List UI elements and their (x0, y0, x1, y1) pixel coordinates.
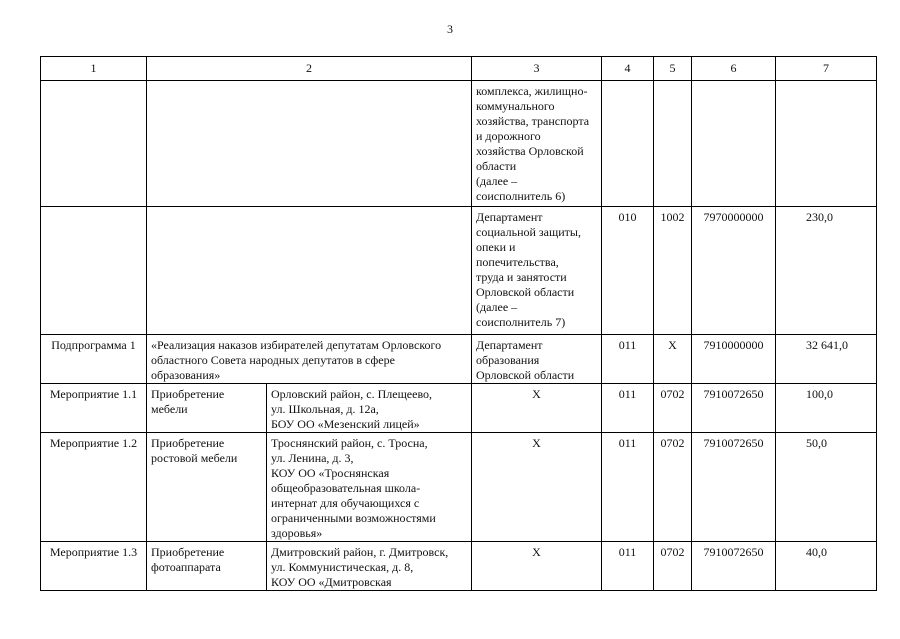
header-col-3: 3 (472, 57, 602, 81)
executor-cell: Департамент социальной защиты, опеки и попечительства, труда и занятости Орловской области (далее – соисполнитель 7) (472, 207, 602, 335)
table-row (41, 207, 877, 335)
header-col-7: 7 (776, 57, 877, 81)
measure-name: Мероприятие 1.2 (41, 433, 147, 542)
measure-name: Мероприятие 1.3 (41, 542, 147, 591)
section-cell: X (654, 335, 692, 384)
table-row (41, 81, 877, 207)
header-row (41, 57, 877, 81)
amount-cell: 50,0 (776, 433, 877, 542)
header-col-6: 6 (692, 57, 776, 81)
code-cell: 011 (602, 542, 654, 591)
measure-row (41, 384, 877, 433)
executor-cell: Департамент образования Орловской области (472, 335, 602, 384)
amount-cell: 32 641,0 (776, 335, 877, 384)
code-cell: 011 (602, 384, 654, 433)
header-col-1: 1 (41, 57, 147, 81)
executor-cell: X (472, 384, 602, 433)
empty-cell (776, 81, 877, 207)
program-table (40, 56, 877, 591)
empty-cell (654, 81, 692, 207)
measure-item: Приобретение мебели (147, 384, 267, 433)
empty-cell (147, 207, 472, 335)
target-code-cell: 7970000000 (692, 207, 776, 335)
measure-address: Троснянский район, с. Тросна, ул. Ленина, д. 3, КОУ ОО «Троснянская общеобразовательная школа- интернат для обучающихся с ограниченными возможностями здоровья» (267, 433, 472, 542)
code-cell: 010 (602, 207, 654, 335)
measure-address: Дмитровский район, г. Дмитровск, ул. Коммунистическая, д. 8, КОУ ОО «Дмитровская (267, 542, 472, 591)
subprogram-name: Подпрограмма 1 (41, 335, 147, 384)
target-code-cell: 7910072650 (692, 542, 776, 591)
section-cell: 0702 (654, 384, 692, 433)
executor-cell: X (472, 542, 602, 591)
header-col-4: 4 (602, 57, 654, 81)
executor-cell: X (472, 433, 602, 542)
subprogram-row (41, 335, 877, 384)
code-cell: 011 (602, 433, 654, 542)
header-col-2: 2 (147, 57, 472, 81)
section-cell: 1002 (654, 207, 692, 335)
section-cell: 0702 (654, 433, 692, 542)
section-cell: 0702 (654, 542, 692, 591)
empty-cell (41, 81, 147, 207)
target-code-cell: 7910000000 (692, 335, 776, 384)
amount-cell: 230,0 (776, 207, 877, 335)
measure-address: Орловский район, с. Плещеево, ул. Школьная, д. 12а, БОУ ОО «Мезенский лицей» (267, 384, 472, 433)
amount-cell: 100,0 (776, 384, 877, 433)
measure-row (41, 542, 877, 591)
empty-cell (692, 81, 776, 207)
empty-cell (602, 81, 654, 207)
target-code-cell: 7910072650 (692, 384, 776, 433)
measure-row (41, 433, 877, 542)
measure-name: Мероприятие 1.1 (41, 384, 147, 433)
target-code-cell: 7910072650 (692, 433, 776, 542)
measure-item: Приобретение фотоаппарата (147, 542, 267, 591)
header-col-5: 5 (654, 57, 692, 81)
measure-item: Приобретение ростовой мебели (147, 433, 267, 542)
executor-cell: комплекса, жилищно- коммунального хозяйства, транспорта и дорожного хозяйства Орловской области (далее – соисполнитель 6) (472, 81, 602, 207)
code-cell: 011 (602, 335, 654, 384)
page-number: 3 (447, 22, 453, 36)
empty-cell (147, 81, 472, 207)
amount-cell: 40,0 (776, 542, 877, 591)
subprogram-title: «Реализация наказов избирателей депутатам Орловского областного Совета народных депутатов в сфере образования» (147, 335, 472, 384)
empty-cell (41, 207, 147, 335)
